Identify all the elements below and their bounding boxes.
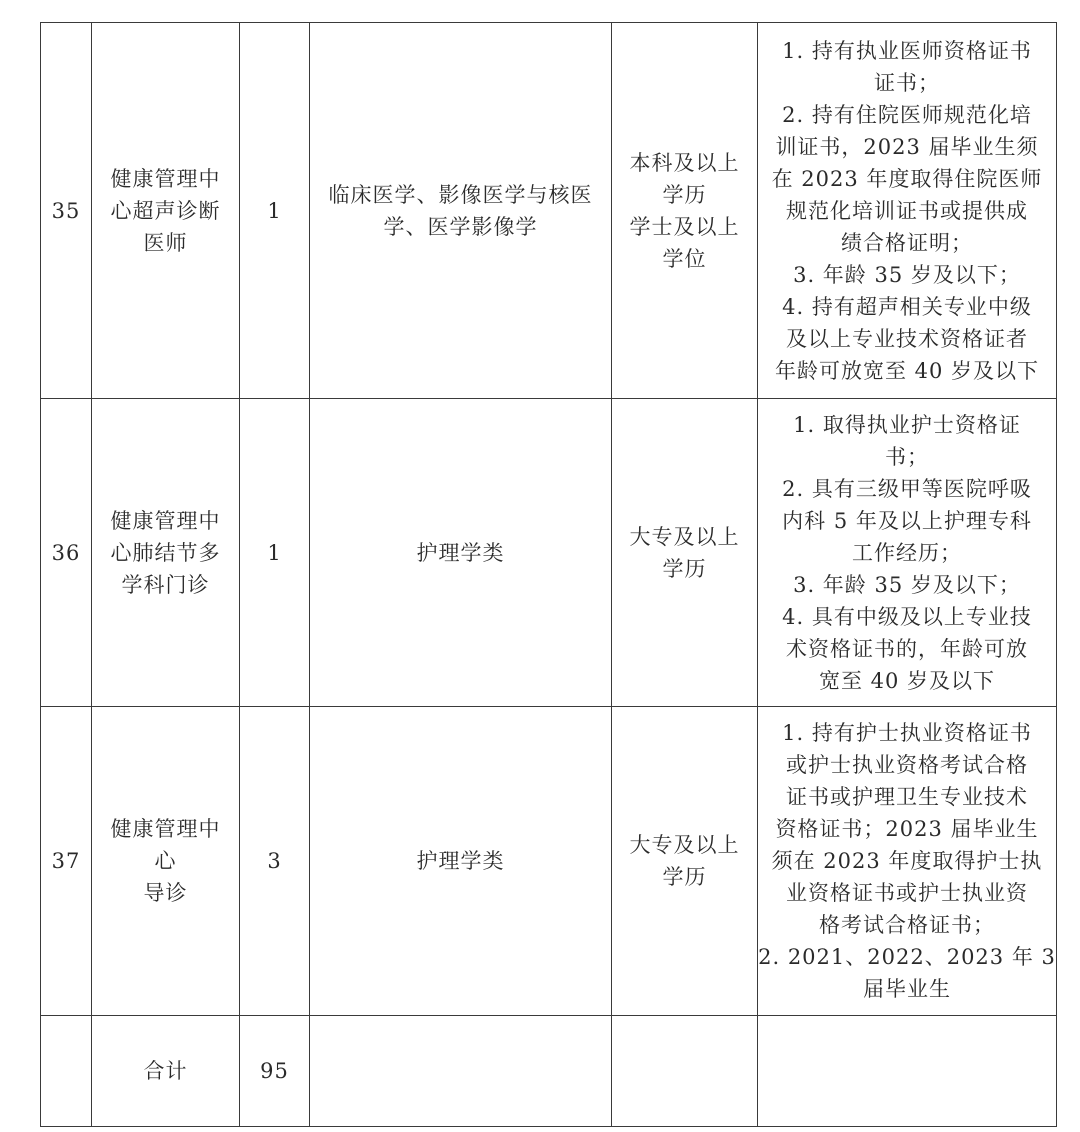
row-number: 37 bbox=[41, 707, 92, 1016]
requirement-line: 宽至 40 岁及以下 bbox=[818, 668, 996, 693]
requirement-line: 及以上专业技术资格证者 bbox=[786, 326, 1028, 351]
education-requirement bbox=[612, 399, 758, 707]
requirement-line: 工作经历； bbox=[852, 540, 962, 565]
row-number: 35 bbox=[41, 23, 92, 399]
row-number: 36 bbox=[41, 399, 92, 707]
requirement-line: 1. 持有护士执业资格证书 bbox=[782, 721, 1032, 745]
position-line: 健康管理中 bbox=[110, 166, 221, 191]
total-empty-cell bbox=[310, 1016, 612, 1127]
recruitment-table bbox=[40, 22, 1057, 1127]
other-requirements bbox=[758, 399, 1057, 707]
requirement-line: 1. 持有执业医师资格证书 bbox=[782, 38, 1032, 63]
requirement-line: 证书； bbox=[874, 70, 940, 95]
table-row bbox=[41, 399, 1057, 707]
requirement-line: 绩合格证明； bbox=[841, 230, 973, 255]
major-requirement bbox=[310, 399, 612, 707]
major-requirement bbox=[310, 707, 612, 1016]
education-line: 学历 bbox=[662, 865, 707, 889]
requirement-line: 在 2023 年度取得住院医师 bbox=[771, 166, 1043, 191]
education-line: 大专及以上 bbox=[629, 833, 740, 857]
major-line: 学、医学影像学 bbox=[383, 214, 538, 239]
position-name bbox=[92, 23, 240, 399]
requirement-line: 证书或护理卫生专业技术 bbox=[786, 785, 1028, 809]
total-empty-cell bbox=[758, 1016, 1057, 1127]
major-line: 临床医学、影像医学与核医 bbox=[328, 182, 593, 207]
major-line: 护理学类 bbox=[416, 540, 505, 565]
education-line: 学位 bbox=[662, 246, 707, 271]
position-line: 心超声诊断 bbox=[110, 198, 221, 223]
requirement-line: 1. 取得执业护士资格证 bbox=[793, 412, 1021, 437]
requirement-line: 规范化培训证书或提供成 bbox=[786, 198, 1028, 223]
requirement-line: 或护士执业资格考试合格 bbox=[786, 753, 1028, 777]
education-line: 学士及以上 bbox=[629, 214, 740, 239]
headcount: 1 bbox=[240, 23, 310, 399]
position-line: 心肺结节多 bbox=[110, 540, 221, 565]
requirement-line: 业资格证书或护士执业资 bbox=[786, 881, 1028, 905]
requirement-line: 资格证书；2023 届毕业生 bbox=[775, 817, 1039, 841]
requirement-line: 4. 具有中级及以上专业技 bbox=[782, 604, 1032, 629]
education-line: 学历 bbox=[662, 556, 707, 581]
requirement-line: 训证书，2023 届毕业生须 bbox=[775, 134, 1039, 159]
requirement-line: 2. 持有住院医师规范化培 bbox=[782, 102, 1032, 127]
requirement-line: 须在 2023 年度取得护士执 bbox=[771, 849, 1043, 873]
total-label: 合计 bbox=[92, 1016, 240, 1127]
position-line: 健康管理中 bbox=[110, 817, 221, 841]
position-name bbox=[92, 399, 240, 707]
requirement-line: 3. 年龄 35 岁及以下； bbox=[793, 262, 1021, 287]
total-empty-cell bbox=[41, 1016, 92, 1127]
major-requirement bbox=[310, 23, 612, 399]
position-name bbox=[92, 707, 240, 1016]
education-requirement bbox=[612, 707, 758, 1016]
position-line: 学科门诊 bbox=[121, 572, 210, 597]
total-count: 95 bbox=[240, 1016, 310, 1127]
major-line: 护理学类 bbox=[416, 849, 505, 873]
other-requirements bbox=[758, 23, 1057, 399]
requirement-line: 书； bbox=[885, 444, 929, 469]
requirement-line: 4. 持有超声相关专业中级 bbox=[782, 294, 1032, 319]
position-line: 导诊 bbox=[143, 881, 188, 905]
requirement-line: 年龄可放宽至 40 岁及以下 bbox=[774, 358, 1040, 383]
table-row bbox=[41, 707, 1057, 1016]
education-requirement bbox=[612, 23, 758, 399]
total-empty-cell bbox=[612, 1016, 758, 1127]
table-row bbox=[41, 23, 1057, 399]
total-row bbox=[41, 1016, 1057, 1127]
requirement-line: 届毕业生 bbox=[863, 977, 951, 1001]
position-line: 心 bbox=[154, 849, 177, 873]
position-line: 医师 bbox=[143, 230, 188, 255]
other-requirements bbox=[758, 707, 1057, 1016]
requirement-line: 术资格证书的，年龄可放 bbox=[786, 636, 1028, 661]
education-line: 大专及以上 bbox=[629, 524, 740, 549]
requirement-line: 2. 2021、2022、2023 年 3 bbox=[758, 945, 1056, 969]
position-line: 健康管理中 bbox=[110, 508, 221, 533]
education-line: 本科及以上 bbox=[629, 150, 740, 175]
requirement-line: 内科 5 年及以上护理专科 bbox=[782, 508, 1032, 533]
requirement-line: 格考试合格证书； bbox=[819, 913, 995, 937]
education-line: 学历 bbox=[662, 182, 707, 207]
requirement-line: 3. 年龄 35 岁及以下； bbox=[793, 572, 1021, 597]
requirement-line: 2. 具有三级甲等医院呼吸 bbox=[782, 476, 1032, 501]
headcount: 3 bbox=[240, 707, 310, 1016]
headcount: 1 bbox=[240, 399, 310, 707]
